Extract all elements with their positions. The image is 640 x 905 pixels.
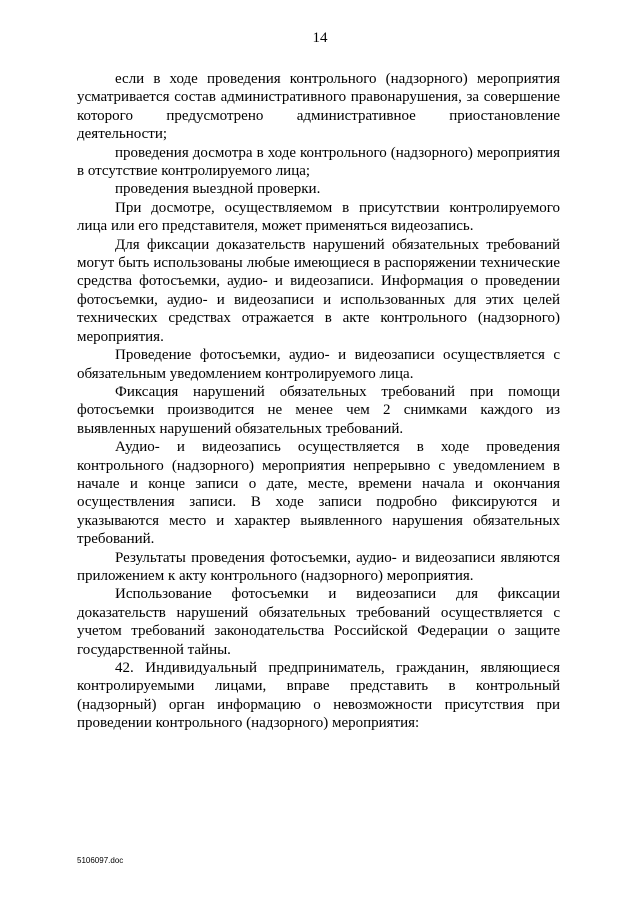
paragraph: Для фиксации доказательств нарушений обязательных требований могут быть использованы любые имеющиеся в распоряжении технические средства фотосъемки, аудио- и видеозаписи. Информация о проведении фотосъемки, аудио- и видеозаписи и использованных для этих целей технических средствах отражается в акте контрольного (надзорного) мероприятия. [77, 236, 560, 345]
paragraph: 42. Индивидуальный предприниматель, гражданин, являющиеся контролируемыми лицами, вправе представить в контрольный (надзорный) орган информацию о невозможности присутствия при проведении контрольного (надзорного) мероприятия: [77, 660, 560, 732]
paragraph: Аудио- и видеозапись осуществляется в ходе проведения контрольного (надзорного) мероприятия непрерывно с уведомлением в начале и конце записи о дате, месте, времени начала и окончания осуществления записи. В ходе записи подробно фиксируются и указываются место и характер выявленного нарушения обязательных требований. [77, 439, 560, 548]
footer-file-name: 5106097.doc [77, 856, 124, 865]
paragraph: Результаты проведения фотосъемки, аудио- и видеозаписи являются приложением к акту контрольного (надзорного) мероприятия. [77, 549, 560, 584]
document-body [77, 70, 560, 733]
page-number: 14 [312, 30, 328, 46]
paragraph: Использование фотосъемки и видеозаписи для фиксации доказательств нарушений обязательных требований осуществляется с учетом требований законодательства Российской Федерации о защите государственной тайны. [77, 586, 560, 658]
paragraph: если в ходе проведения контрольного (надзорного) мероприятия усматривается состав административного правонарушения, за совершение которого предусмотрено административное приостановление деятельности; [77, 71, 560, 143]
paragraph: При досмотре, осуществляемом в присутствии контролируемого лица или его представителя, может применяться видеозапись. [77, 199, 560, 235]
paragraph: Проведение фотосъемки, аудио- и видеозаписи осуществляется с обязательным уведомлением контролируемого лица. [77, 347, 560, 382]
paragraph: проведения выездной проверки. [115, 181, 321, 198]
paragraph: Фиксация нарушений обязательных требований при помощи фотосъемки производится не менее чем 2 снимками каждого из выявленных нарушений обязательных требований. [77, 383, 560, 437]
paragraph: проведения досмотра в ходе контрольного (надзорного) мероприятия в отсутствие контролируемого лица; [77, 144, 560, 180]
